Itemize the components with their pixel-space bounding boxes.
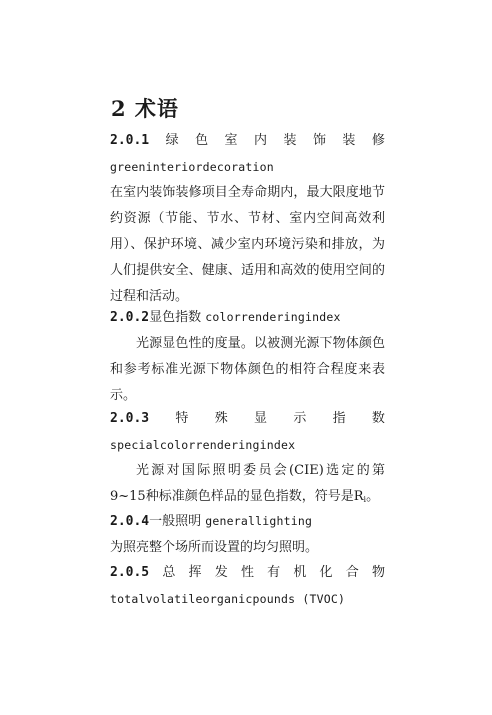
term-definition: 为照亮整个场所而设置的均匀照明。	[110, 540, 319, 555]
term-english: colorrenderingindex	[205, 310, 341, 324]
term-char: 物	[371, 565, 385, 580]
term-definition-text: 光源对国际照明委员会(CIE)选定的第9~15种标准颜色样品的显色指数，符号是R	[110, 463, 385, 504]
term-definition-end: 。	[366, 489, 380, 504]
term-definition	[110, 458, 385, 513]
term-heading	[110, 128, 385, 154]
term-char: 装	[342, 133, 356, 148]
term-heading	[110, 560, 385, 586]
term-char: 殊	[214, 411, 228, 426]
term-char: 总	[162, 565, 176, 580]
term-char: 指	[332, 411, 346, 426]
term-char: 显	[254, 411, 268, 426]
term-english: totalvolatileorganicpounds (TVOC)	[110, 592, 346, 606]
term-number: 2.0.3	[110, 411, 150, 426]
term-char: 室	[224, 133, 238, 148]
term-char: 性	[240, 565, 254, 580]
term-definition: 在室内装饰装修项目全寿命期内，最大限度地节约资源（节能、节水、节材、室内空间高效利用）、保护环境、减少室内环境污染和排放，为人们提供安全、健康、适用和高效的使用空间的过程和活动。	[110, 185, 385, 304]
term-2-0-5	[110, 560, 385, 612]
term-2-0-2	[110, 304, 385, 409]
term-2-0-3	[110, 406, 385, 513]
term-char: 示	[293, 411, 307, 426]
term-english: generallighting	[205, 514, 313, 528]
term-char: 发	[214, 565, 228, 580]
term-char: 数	[371, 411, 385, 426]
term-char: 内	[254, 133, 268, 148]
term-char: 饰	[312, 133, 326, 148]
term-english: greeninteriordecoration	[110, 160, 274, 174]
term-number: 2.0.5	[110, 565, 150, 580]
term-chinese: 一般照明	[149, 514, 202, 529]
term-char: 绿	[165, 133, 179, 148]
term-heading	[110, 304, 385, 331]
term-2-0-1	[110, 128, 385, 310]
term-char: 修	[371, 133, 385, 148]
term-char: 化	[319, 565, 333, 580]
term-char: 挥	[188, 565, 202, 580]
term-heading	[110, 406, 385, 432]
term-heading	[110, 508, 385, 535]
symbol-subscript: i	[363, 495, 367, 504]
term-number: 2.0.4	[110, 514, 150, 529]
chapter-title: 2 术语	[111, 96, 179, 121]
term-definition: 光源显色性的度量。以被测光源下物体颜色和参考标准光源下物体颜色的相符合程度来表示。	[110, 336, 385, 403]
term-char: 色	[195, 133, 209, 148]
term-char: 有	[267, 565, 281, 580]
term-number: 2.0.2	[110, 310, 150, 325]
term-number: 2.0.1	[110, 133, 150, 148]
term-char: 特	[175, 411, 189, 426]
term-chinese: 显色指数	[149, 310, 202, 325]
term-2-0-4	[110, 508, 385, 561]
term-char: 装	[283, 133, 297, 148]
term-char: 机	[293, 565, 307, 580]
term-english: specialcolorrenderingindex	[110, 438, 296, 452]
term-char: 合	[345, 565, 359, 580]
